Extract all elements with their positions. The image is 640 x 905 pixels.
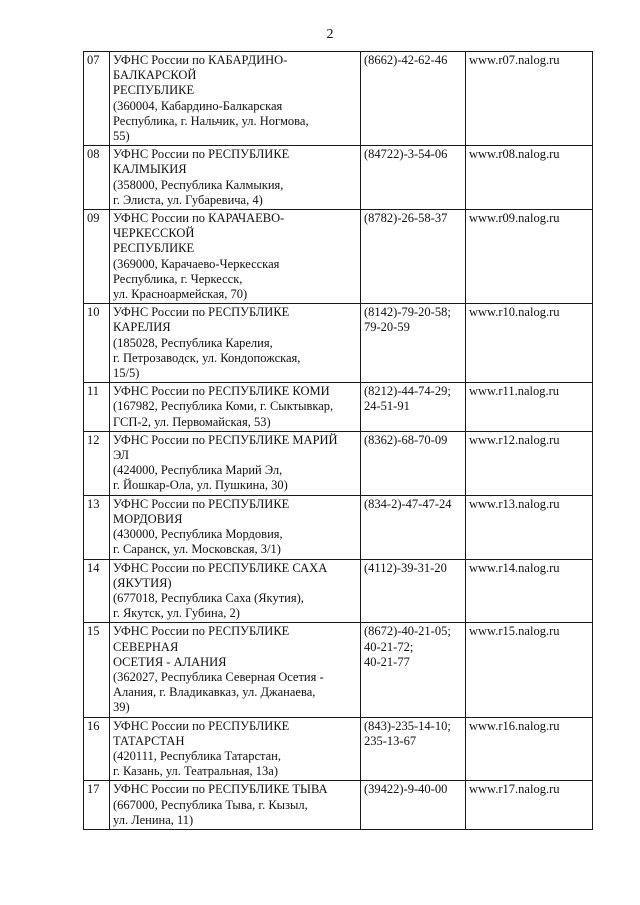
office-name-address-line: 15/5) (113, 366, 140, 381)
office-name-address-line: (362027, Республика Северная Осетия - (113, 669, 324, 684)
office-name-address-line: КАЛМЫКИЯ (113, 162, 187, 177)
phone-cell (361, 623, 466, 717)
region-number-cell: 15 (84, 623, 110, 717)
phone-number: 40-21-72; (364, 639, 414, 654)
phone-number: (39422)-9-40-00 (364, 782, 448, 797)
office-name-address-line: МОРДОВИЯ (113, 511, 183, 526)
office-name-address-line: (677018, Республика Саха (Якутия), (113, 590, 304, 605)
office-name-address-line: (185028, Республика Карелия, (113, 335, 273, 350)
office-name-address-line: г. Якутск, ул. Губина, 2) (113, 606, 240, 621)
office-name-address-cell (110, 304, 361, 383)
office-name-address-line: КАРЕЛИЯ (113, 320, 171, 335)
tax-offices-table (83, 51, 593, 830)
table-row (84, 304, 593, 383)
office-name-address-line: УФНС России по РЕСПУБЛИКЕ (113, 147, 290, 162)
phone-number: 40-21-77 (364, 654, 410, 669)
office-name-address-cell (110, 431, 361, 495)
website-address: www.r17.nalog.ru (469, 782, 560, 797)
office-name-address-line: СЕВЕРНАЯ (113, 639, 179, 654)
website-cell (466, 717, 593, 781)
website-cell (466, 383, 593, 432)
region-number-cell: 17 (84, 781, 110, 830)
table-row (84, 559, 593, 623)
phone-cell (361, 52, 466, 146)
phone-number: (8362)-68-70-09 (364, 432, 448, 447)
office-name-address-line: (667000, Республика Тыва, г. Кызыл, (113, 797, 308, 812)
office-name-address-line: УФНС России по РЕСПУБЛИКЕ (113, 496, 290, 511)
website-cell (466, 559, 593, 623)
website-address: www.r12.nalog.ru (469, 432, 560, 447)
office-name-address-cell (110, 495, 361, 559)
website-cell (466, 210, 593, 304)
phone-number: (8782)-26-58-37 (364, 211, 448, 226)
table-row (84, 383, 593, 432)
phone-number: (8662)-42-62-46 (364, 53, 448, 67)
phone-number: (843)-235-14-10; (364, 718, 451, 733)
website-cell (466, 781, 593, 830)
office-name-address-line: (369000, Карачаево-Черкесская (113, 256, 280, 271)
table-row (84, 495, 593, 559)
phone-number: (8212)-44-74-29; (364, 384, 451, 399)
phone-number: (8672)-40-21-05; (364, 624, 451, 639)
table-row (84, 431, 593, 495)
website-cell (466, 431, 593, 495)
table-row (84, 52, 593, 146)
table-row (84, 623, 593, 717)
office-name-address-line: (167982, Республика Коми, г. Сыктывкар, (113, 399, 334, 414)
phone-cell (361, 146, 466, 210)
website-cell (466, 52, 593, 146)
phone-number: (4112)-39-31-20 (364, 560, 447, 575)
phone-cell (361, 304, 466, 383)
phone-number: (834-2)-47-47-24 (364, 496, 452, 511)
website-address: www.r15.nalog.ru (469, 624, 560, 639)
website-address: www.r11.nalog.ru (469, 384, 560, 399)
phone-cell (361, 210, 466, 304)
office-name-address-line: РЕСПУБЛИКЕ (113, 241, 195, 256)
website-address: www.r16.nalog.ru (469, 718, 560, 733)
office-name-address-line: УФНС России по РЕСПУБЛИКЕ КОМИ (113, 384, 330, 399)
office-name-address-line: Республика, г. Черкесск, (113, 271, 243, 286)
office-name-address-cell (110, 210, 361, 304)
office-name-address-line: (430000, Республика Мордовия, (113, 527, 283, 542)
office-name-address-line: ЧЕРКЕССКОЙ (113, 226, 195, 241)
office-name-address-line: УФНС России по РЕСПУБЛИКЕ МАРИЙ (113, 432, 338, 447)
office-name-address-line: УФНС России по РЕСПУБЛИКЕ ТЫВА (113, 782, 328, 797)
office-name-address-line: ЭЛ (113, 448, 129, 463)
office-name-address-cell (110, 559, 361, 623)
phone-cell (361, 383, 466, 432)
office-name-address-line: 55) (113, 129, 130, 144)
office-name-address-cell (110, 717, 361, 781)
region-number-cell: 10 (84, 304, 110, 383)
office-name-address-line: УФНС России по РЕСПУБЛИКЕ (113, 305, 290, 320)
office-name-address-line: г. Казань, ул. Театральная, 13а) (113, 764, 278, 779)
office-name-address-line: Республика, г. Нальчик, ул. Ногмова, (113, 113, 309, 128)
website-address: www.r08.nalog.ru (469, 147, 560, 162)
phone-number: 79-20-59 (364, 320, 410, 335)
office-name-address-line: Алания, г. Владикавказ, ул. Джанаева, (113, 685, 316, 700)
phone-number: 235-13-67 (364, 733, 417, 748)
region-number-cell: 14 (84, 559, 110, 623)
office-name-address-line: (ЯКУТИЯ) (113, 575, 172, 590)
website-address: www.r13.nalog.ru (469, 496, 560, 511)
phone-cell (361, 781, 466, 830)
phone-cell (361, 495, 466, 559)
page-number: 2 (326, 27, 334, 42)
office-name-address-cell (110, 383, 361, 432)
office-name-address-cell (110, 146, 361, 210)
website-address: www.r07.nalog.ru (469, 53, 560, 67)
phone-number: (84722)-3-54-06 (364, 147, 448, 162)
office-name-address-line: УФНС России по КАРАЧАЕВО- (113, 211, 285, 226)
website-cell (466, 623, 593, 717)
office-name-address-line: г. Петрозаводск, ул. Кондопожская, (113, 350, 301, 365)
office-name-address-line: г. Йошкар-Ола, ул. Пушкина, 30) (113, 478, 288, 493)
region-number-cell: 12 (84, 431, 110, 495)
office-name-address-line: 39) (113, 700, 130, 715)
office-name-address-line: (360004, Кабардино-Балкарская (113, 98, 283, 113)
office-name-address-line: (420111, Республика Татарстан, (113, 748, 281, 763)
office-name-address-line: ул. Ленина, 11) (113, 812, 194, 827)
office-name-address-cell (110, 623, 361, 717)
region-number-cell: 11 (84, 383, 110, 432)
office-name-address-line: г. Элиста, ул. Губаревича, 4) (113, 192, 263, 207)
office-name-address-line: ГСП-2, ул. Первомайская, 53) (113, 414, 271, 429)
region-number-cell: 16 (84, 717, 110, 781)
phone-cell (361, 559, 466, 623)
office-name-address-line: РЕСПУБЛИКЕ (113, 83, 195, 98)
office-name-address-line: ОСЕТИЯ - АЛАНИЯ (113, 654, 227, 669)
region-number-cell: 08 (84, 146, 110, 210)
office-name-address-line: ТАТАРСТАН (113, 733, 185, 748)
table-row (84, 146, 593, 210)
table-row (84, 717, 593, 781)
table-body (84, 52, 593, 830)
office-name-address-line: УФНС России по РЕСПУБЛИКЕ (113, 718, 290, 733)
phone-cell (361, 431, 466, 495)
office-name-address-cell (110, 52, 361, 146)
table-row (84, 781, 593, 830)
office-name-address-line: БАЛКАРСКОЙ (113, 68, 197, 83)
phone-number: (8142)-79-20-58; (364, 305, 451, 320)
phone-cell (361, 717, 466, 781)
phone-number: 24-51-91 (364, 399, 410, 414)
office-name-address-cell (110, 781, 361, 830)
office-name-address-line: (358000, Республика Калмыкия, (113, 177, 284, 192)
website-cell (466, 146, 593, 210)
website-address: www.r10.nalog.ru (469, 305, 560, 320)
office-name-address-line: г. Саранск, ул. Московская, 3/1) (113, 542, 281, 557)
region-number-cell: 07 (84, 52, 110, 146)
website-address: www.r09.nalog.ru (469, 211, 560, 226)
website-address: www.r14.nalog.ru (469, 560, 560, 575)
office-name-address-line: УФНС России по РЕСПУБЛИКЕ (113, 624, 290, 639)
region-number-cell: 13 (84, 495, 110, 559)
office-name-address-line: ул. Красноармейская, 70) (113, 287, 248, 302)
website-cell (466, 304, 593, 383)
office-name-address-line: УФНС России по РЕСПУБЛИКЕ САХА (113, 560, 328, 575)
table-row (84, 210, 593, 304)
website-cell (466, 495, 593, 559)
office-name-address-line: УФНС России по КАБАРДИНО- (113, 53, 288, 67)
region-number-cell: 09 (84, 210, 110, 304)
office-name-address-line: (424000, Республика Марий Эл, (113, 463, 283, 478)
